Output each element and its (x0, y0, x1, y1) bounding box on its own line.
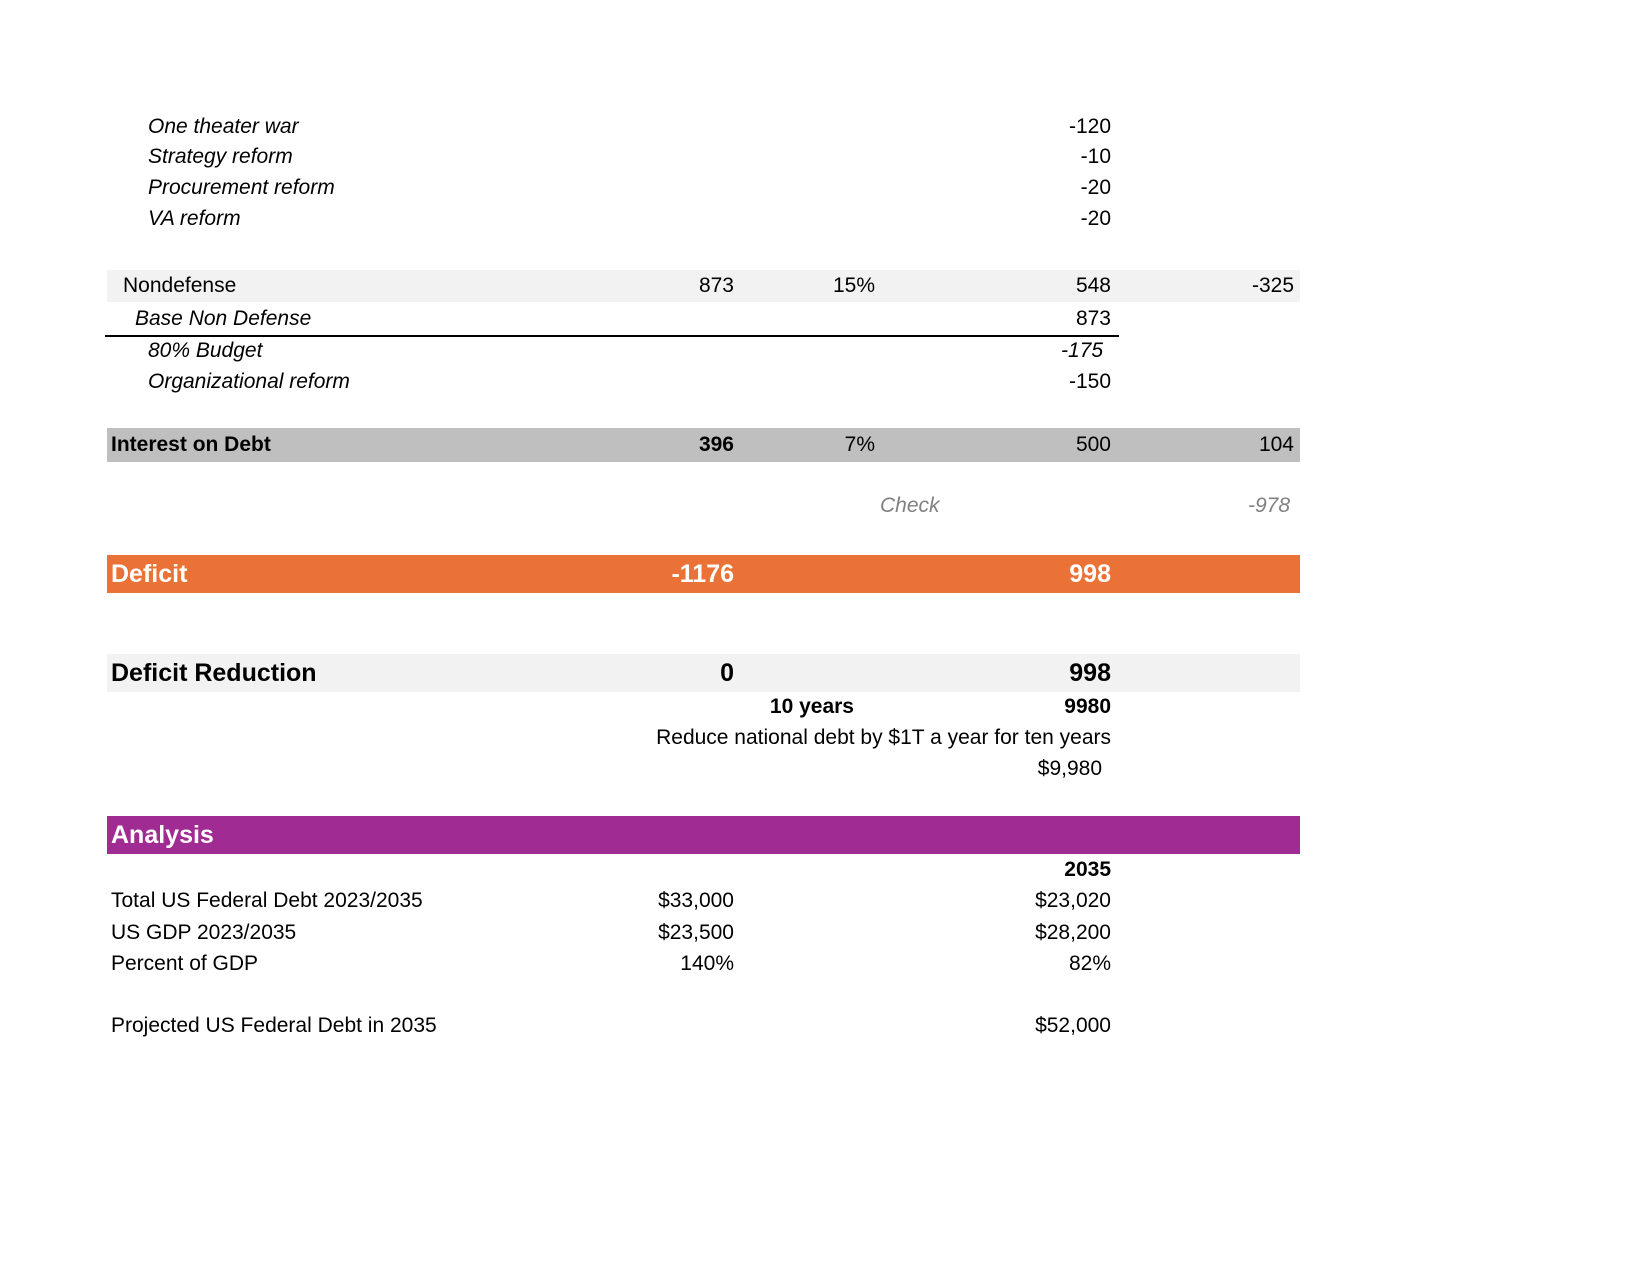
base-nondefense-row (107, 307, 1300, 335)
analysis-row-col3: $28,200 (1035, 921, 1111, 944)
analysis-row (107, 889, 1300, 917)
analysis-row-label: Percent of GDP (111, 952, 259, 975)
item-label: Strategy reform (148, 145, 293, 168)
analysis-header (107, 816, 1300, 854)
ten-years-label: 10 years (769, 695, 854, 718)
base-nondefense-label: Base Non Defense (135, 307, 312, 330)
interest-col1: 396 (698, 433, 734, 456)
item-label: 80% Budget (148, 339, 263, 362)
divider-line (105, 335, 1119, 337)
deficit-reduction-row (107, 654, 1300, 692)
deficit-reduction-label: Deficit Reduction (111, 659, 317, 687)
check-label: Check (880, 494, 940, 517)
item-value: -120 (1068, 115, 1111, 138)
interest-label: Interest on Debt (111, 433, 271, 456)
analysis-row-col3: $23,020 (1035, 889, 1111, 912)
deficit-col3: 998 (1069, 560, 1111, 588)
interest-col4: 104 (1258, 433, 1294, 456)
analysis-row-col1: $33,000 (658, 889, 734, 912)
analysis-row-label: Total US Federal Debt 2023/2035 (111, 889, 423, 912)
item-value: -20 (1080, 176, 1111, 199)
analysis-row (107, 952, 1300, 980)
deficit-col1: -1176 (671, 560, 734, 588)
nondefense-item-row (107, 370, 1300, 398)
item-label: VA reform (148, 207, 241, 230)
ten-years-value: 9980 (1064, 695, 1111, 718)
interest-row (107, 428, 1300, 462)
analysis-row-col3: 82% (1068, 952, 1111, 975)
deficit-reduction-col3: 998 (1069, 659, 1111, 687)
defense-item-row (107, 115, 1300, 143)
analysis-row-col1: 140% (680, 952, 734, 975)
deficit-row (107, 555, 1300, 593)
goal-value-row (107, 757, 1300, 785)
analysis-row-col1: $23,500 (658, 921, 734, 944)
projected-value: $52,000 (1035, 1014, 1111, 1037)
goal-text: Reduce national debt by $1T a year for ten years (656, 726, 1111, 749)
ten-years-row (107, 695, 1300, 723)
defense-item-row (107, 207, 1300, 235)
nondefense-label: Nondefense (123, 274, 237, 297)
analysis-row (107, 921, 1300, 949)
defense-item-row (107, 176, 1300, 204)
deficit-label: Deficit (111, 560, 188, 588)
analysis-year-row (107, 858, 1300, 886)
item-label: Procurement reform (148, 176, 335, 199)
nondefense-item-row (107, 339, 1300, 367)
base-nondefense-value: 873 (1075, 307, 1111, 330)
item-value: -150 (1068, 370, 1111, 393)
check-row (107, 494, 1300, 524)
nondefense-col4: -325 (1251, 274, 1294, 297)
item-value: -20 (1080, 207, 1111, 230)
defense-item-row (107, 145, 1300, 173)
deficit-reduction-col1: 0 (720, 659, 734, 687)
analysis-title: Analysis (111, 821, 214, 849)
item-value: -175 (1060, 339, 1103, 362)
goal-row (107, 726, 1300, 754)
nondefense-row (107, 270, 1300, 302)
projected-label: Projected US Federal Debt in 2035 (111, 1014, 437, 1037)
check-value: -978 (1247, 494, 1290, 517)
interest-col3: 500 (1075, 433, 1111, 456)
nondefense-col3: 548 (1075, 274, 1111, 297)
analysis-row-label: US GDP 2023/2035 (111, 921, 297, 944)
nondefense-col2: 15% (832, 274, 875, 297)
item-label: One theater war (148, 115, 299, 138)
goal-value: $9,980 (1037, 757, 1102, 780)
analysis-year-header: 2035 (1064, 858, 1111, 881)
projected-row (107, 1014, 1300, 1042)
item-label: Organizational reform (148, 370, 350, 393)
nondefense-col1: 873 (698, 274, 734, 297)
item-value: -10 (1080, 145, 1111, 168)
interest-col2: 7% (844, 433, 875, 456)
